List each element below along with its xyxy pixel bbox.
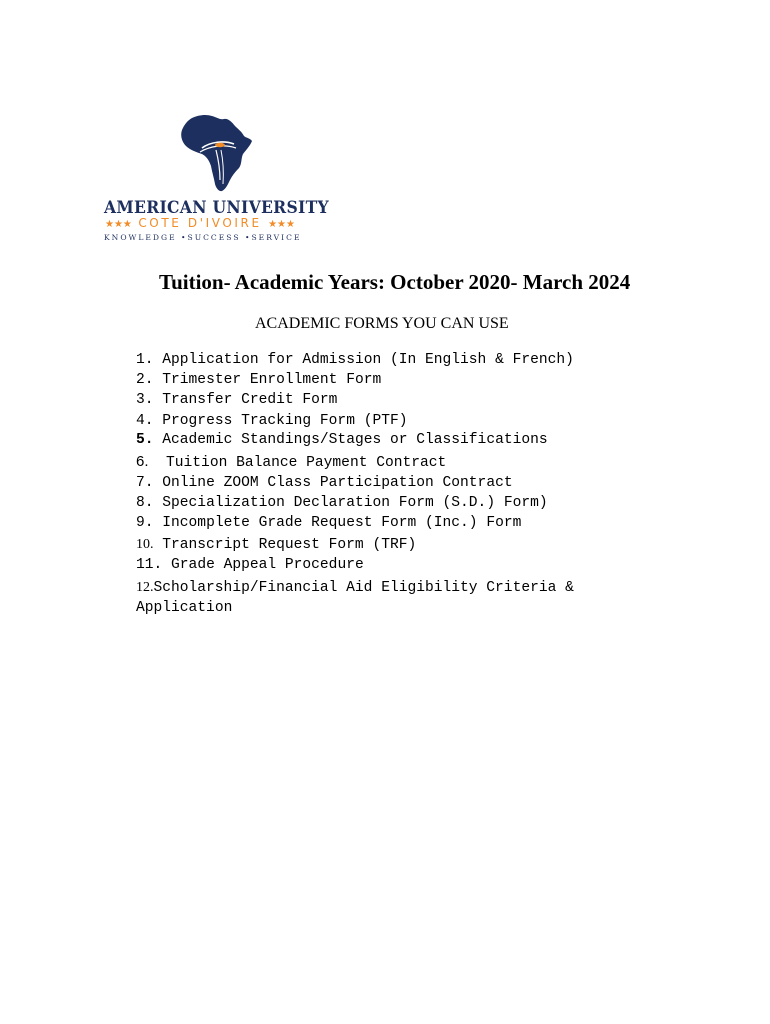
item-number: 6.: [136, 453, 149, 470]
item-number: 2.: [136, 372, 154, 388]
item-label: Progress Tracking Form (PTF): [162, 413, 408, 429]
item-number: 10.: [136, 537, 154, 552]
item-label: Transfer Credit Form: [162, 392, 338, 408]
item-label: Application for Admission (In English & French): [162, 352, 574, 368]
item-label: Transcript Request Form (TRF): [162, 537, 417, 553]
item-label: Scholarship/Financial Aid Eligibility Criteria & Application: [136, 580, 574, 616]
list-item: [136, 493, 548, 513]
logo-stars-left: ★★★: [105, 219, 132, 230]
item-number: 11.: [136, 557, 163, 573]
list-item: [136, 430, 548, 450]
logo-stars-right: ★★★: [268, 219, 295, 230]
item-label: Trimester Enrollment Form: [162, 372, 382, 388]
item-label: Academic Standings/Stages or Classifications: [162, 432, 548, 448]
document-title: Tuition- Academic Years: October 2020- March 2024: [159, 270, 631, 294]
list-item: [136, 390, 337, 410]
logo-university-name: AMERICAN UNIVERSITY: [104, 198, 329, 218]
item-label: Online ZOOM Class Participation Contract: [162, 475, 513, 491]
list-item: [136, 350, 574, 370]
item-label: Grade Appeal Procedure: [171, 557, 364, 573]
list-item: [136, 513, 521, 533]
item-label: Specialization Declaration Form (S.D.) Form): [162, 495, 548, 511]
item-number: 12.: [136, 580, 154, 595]
item-number: 5.: [136, 432, 154, 448]
university-logo: [104, 114, 330, 246]
list-item: [136, 411, 408, 431]
logo-country-line: [105, 216, 295, 230]
africa-map-icon: [180, 114, 254, 194]
item-number: 9.: [136, 515, 154, 531]
item-number: 8.: [136, 495, 154, 511]
item-label: Tuition Balance Payment Contract: [166, 455, 447, 471]
list-item: [136, 452, 446, 473]
logo-country-name: COTE D'IVOIRE: [138, 216, 262, 230]
list-item: [136, 578, 616, 618]
logo-tagline: KNOWLEDGE •SUCCESS •SERVICE: [104, 233, 302, 242]
list-item: [136, 555, 364, 575]
document-subtitle: ACADEMIC FORMS YOU CAN USE: [255, 315, 509, 332]
item-number: 4.: [136, 413, 154, 429]
list-item: [136, 473, 513, 493]
list-item: [136, 370, 381, 390]
item-number: 7.: [136, 475, 154, 491]
item-label: Incomplete Grade Request Form (Inc.) Form: [162, 515, 522, 531]
item-number: 3.: [136, 392, 154, 408]
item-number: 1.: [136, 352, 154, 368]
list-item: [136, 535, 416, 555]
